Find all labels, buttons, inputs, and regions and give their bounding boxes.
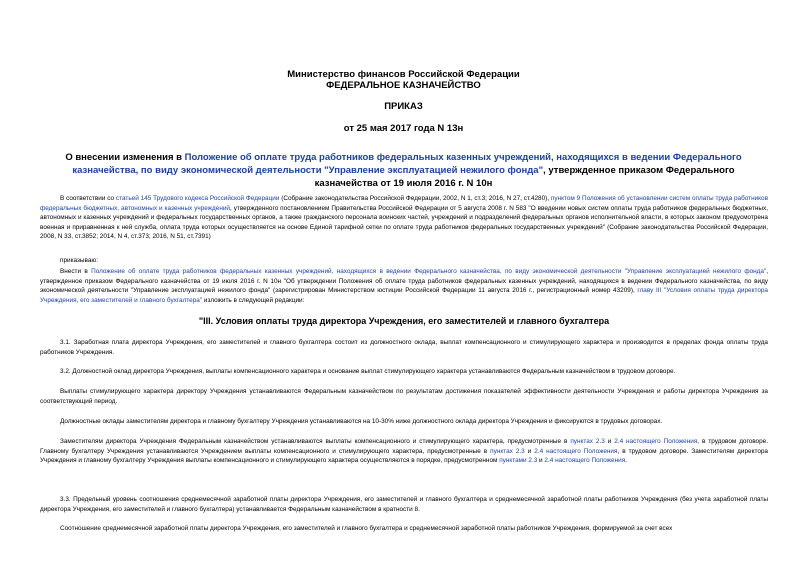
text: , в трудовом договоре. Главному бухгалтеру Учреждения устанавливаются Учреждением выплаты компенсационного и стимулирующего характера, предусмотренные в: [40, 438, 768, 455]
link-point-2-4[interactable]: 2.4 настоящего Положения: [544, 457, 626, 465]
paragraph-3-3: 3.3. Предельный уровень соотношения среднемесячной заработной платы директора Учреждения, его заместителей и главного бухгалтера и среднемесячной заработной платы работников Учреждения (без учета заработной платы директора Учреждения, его заместителей и главного бухгалтера) устанавливается Федеральным казначейством в кратности 8.: [40, 496, 768, 513]
paragraph-3-2: 3.2. Должностной оклад директора Учреждения, выплаты компенсационного характера и основание выплат стимулирующего характера устанавливаются Федеральным казначейством в трудовом договоре.: [60, 368, 676, 375]
link-point-2-4[interactable]: 2.4 настоящего Положения: [534, 447, 618, 455]
order-text-1: Внести в: [60, 268, 92, 275]
paragraph-3-2-bonuses: Выплаты стимулирующего характера директору Учреждения устанавливаются Федеральным казначейством по результатам достижения показателей эффективности деятельности Учреждения и работы директора Учреждения за соответствующий период.: [40, 388, 768, 405]
paragraph-3-2-payments: [40, 437, 768, 466]
order-text-4: изложить в следующей редакции:: [202, 296, 305, 304]
paragraph-3-2-deputies: Должностные оклады заместителям директора и главному бухгалтеру Учреждения устанавливаются на 10-30% ниже должностного оклада директора Учреждения и фиксируются в трудовых договорах.: [60, 418, 663, 425]
ministry-name: Министерство финансов Российской Федерации: [287, 69, 520, 80]
order-link-chapter[interactable]: главу III "Условия оплаты труда директора Учреждения, его заместителей и главного бухгалтера": [40, 287, 768, 304]
intro-paragraph: [40, 194, 768, 242]
intro-text-3: , утвержденного постановлением Правительства Российской Федерации от 5 августа 2008 г. N 583 "О введении новых систем оплаты труда работников федеральных бюджетных, автономных и казенных учреждений и федеральных государственных органов, а также гражданского персонала воинских частей, учреждений и подразделений федеральных органов исполнительной власти, в которых законом предусмотрена военная и приравненная к ней служба, оплата труда которых осуществляется на основе Единой тарифной сетки по оплате труда работников федеральных государственных учреждений": [40, 204, 768, 231]
intro-link-regulation[interactable]: пунктом 9 Положения об установлении систем оплаты труда работников федеральных бюджетных, автономных и казенных учреждений: [40, 195, 769, 212]
paragraph-3-3-ratio: Соотношение среднемесячной заработной платы директора Учреждения, его заместителей и главного бухгалтера и среднемесячной заработной платы работников Учреждения, формируемой за счет всех: [60, 525, 673, 532]
text: и: [604, 438, 615, 445]
document-date-number: от 25 мая 2017 года N 13н: [343, 123, 464, 134]
intro-link-labor-code[interactable]: статьей 145 Трудового кодекса Российской Федерации: [115, 195, 280, 202]
link-point-2-3[interactable]: пунктах 2.3: [570, 438, 605, 445]
order-link-regulation[interactable]: Положение об оплате труда работников федеральных казенных учреждений, находящихся в ведении Федерального казначейства, по виду экономической деятельности "Управление эксплуатацией нежилого фонда": [91, 268, 767, 275]
title-link[interactable]: Положение об оплате труда работников федеральных казенных учреждений, находящихся в ведении Федерального казначейства, по виду экономической деятельности "Управление эксплуатацией нежилого фонда": [72, 152, 742, 176]
intro-text-4: (Собрание законодательства Российской Федерации, 2008, N 33, ст.3852; 2014, N 4, ст.373; 2016, N 51, ст.7391): [40, 223, 768, 241]
paragraph-3-1: 3.1. Заработная плата директора Учреждения, его заместителей и главного бухгалтера состоит из должностного оклада, выплат компенсационного и стимулирующего характера и производится в пределах фонда оплаты труда работников Учреждения.: [40, 339, 768, 356]
link-point-2-4[interactable]: 2.4 настоящего Положения: [614, 438, 698, 445]
title-prefix: О внесении изменения в: [65, 152, 185, 163]
intro-text-2: (Собрание законодательства Российской Федерации, 2002, N 1, ст.3; 2016, N 27, ст.4280),: [279, 195, 551, 202]
document-type: ПРИКАЗ: [384, 101, 423, 112]
text: .: [625, 457, 627, 465]
agency-name: ФЕДЕРАЛЬНОЕ КАЗНАЧЕЙСТВО: [326, 80, 481, 91]
text: Заместителям директора Учреждения Федеральным казначейством устанавливаются выплаты компенсационного и стимулирующего характера, предусмотренные в: [60, 438, 571, 445]
text: и: [537, 457, 545, 465]
order-text-2: , утвержденное приказом Федерального казначейства от 19 июля 2016 г. N 10н "Об утверждении Положения об оплате труда работников федеральных казенных учреждений, находящихся в ведении Федерального казначейства, по виду экономической деятельности "Управление эксплуатацией нежилого фонда": [40, 268, 769, 295]
document-title: [40, 151, 767, 190]
order-text-3: (зарегистрирован Министерством юстиции Российской Федерации 11 августа 2016 г., регистрационный номер 43209),: [270, 287, 638, 295]
text: , в трудовом договоре. Заместителям директора Учреждения и главному бухгалтеру Учреждения выплаты компенсационного и стимулирующего характера осуществляются в порядке, предусмотренном: [40, 447, 768, 465]
order-word: приказываю:: [60, 257, 98, 264]
section-title: "III. Условия оплаты труда директора Учреждения, его заместителей и главного бухгалтера: [198, 316, 610, 326]
link-point-2-3[interactable]: пунктах 2.3: [490, 447, 525, 455]
text: и: [524, 447, 535, 455]
link-point-2-3[interactable]: пунктами 2.3: [499, 457, 538, 465]
intro-text-1: В соответствии со: [60, 195, 116, 202]
title-suffix: , утвержденное приказом Федерального казначейства от 19 июля 2016 г. N 10н: [314, 165, 735, 189]
order-paragraph: [40, 267, 768, 305]
